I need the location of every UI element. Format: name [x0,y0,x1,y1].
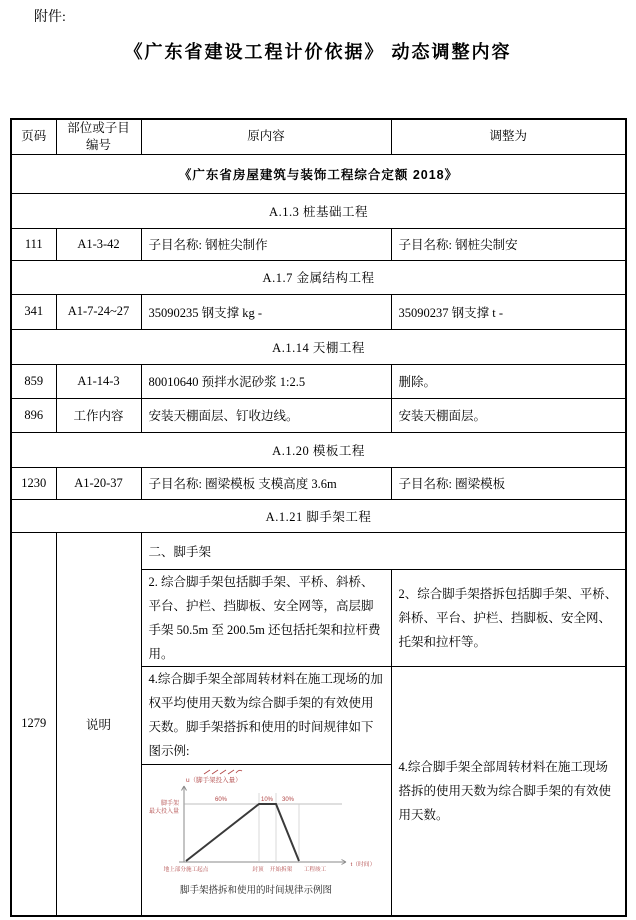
x-axis-title: t（时间） [350,861,375,868]
cell-original: 子目名称: 圈梁模板 支模高度 3.6m [141,467,391,499]
percent-label-10: 10% [260,796,273,803]
cell-page: 896 [11,398,56,432]
cell-page: 111 [11,228,56,260]
table-row [11,364,626,398]
cell-original: 安装天棚面层、钉收边线。 [141,398,391,432]
table-row [11,228,626,260]
section-row-a13 [11,193,626,228]
hatch-marks-icon [204,770,242,774]
y-max-label-line1: 脚手架 [160,800,179,807]
scaffold-time-diagram [149,765,392,911]
section-row-a121 [11,499,626,532]
cell-code: 工作内容 [56,398,141,432]
table-row [11,294,626,329]
section-a114: A.1.14 天棚工程 [11,329,626,364]
section-row-a114 [11,329,626,364]
header-code-line1: 部位或子目 [67,121,130,135]
milestone-label-finish: 工程竣工 [303,866,326,873]
section-a121: A.1.21 脚手架工程 [11,499,626,532]
section-row-a17 [11,260,626,294]
table-row [11,467,626,499]
cell-adjusted: 子目名称: 圈梁模板 [391,467,626,499]
milestone-label-dismantle: 开始拆架 [269,866,292,873]
book-title-row [11,154,626,193]
header-original: 原内容 [141,119,391,154]
diagram-caption: 脚手架搭拆和使用的时间规律示例图 [179,885,332,896]
y-max-label-line2: 最大投入量 [148,808,179,815]
milestone-label-top: 封顶 [251,866,264,873]
section-a13: A.1.3 桩基础工程 [11,193,626,228]
percent-label-60: 60% [214,796,227,803]
scaffold-row-subtitle [11,532,626,569]
cell-adjusted: 2、综合脚手架搭拆包括脚手架、平桥、斜桥、平台、护栏、挡脚板、安全网、托架和拉杆等。 [391,569,626,666]
cell-original: 35090235 钢支撑 kg - [141,294,391,329]
x-axis [179,859,346,864]
attachment-label: 附件: [34,10,66,25]
cell-adjusted: 4.综合脚手架全部周转材料在施工现场搭拆的使用天数为综合脚手架的有效使用天数。 [391,666,626,916]
cell-original: 子目名称: 钢桩尖制作 [141,228,391,260]
section-a17: A.1.7 金属结构工程 [11,260,626,294]
header-code [56,119,141,154]
table-row [11,398,626,432]
diagram-cell [141,764,391,916]
book-title: 《广东省房屋建筑与装饰工程综合定额 2018》 [11,154,626,193]
cell-page: 1230 [11,467,56,499]
cell-code: A1-7-24~27 [56,294,141,329]
cell-code: A1-14-3 [56,364,141,398]
percent-label-30: 30% [281,796,294,803]
section-a120: A.1.20 模板工程 [11,432,626,467]
header-page-no: 页码 [11,119,56,154]
cell-adjusted: 删除。 [391,364,626,398]
y-axis-title: u（脚手架投入量） [185,776,242,784]
y-axis [181,786,186,862]
cell-original: 2. 综合脚手架包括脚手架、平桥、斜桥、平台、护栏、挡脚板、安全网等，高层脚手架 50.5m 至 200.5m 还包括托架和拉杆费用。 [141,569,391,666]
cell-code: A1-3-42 [56,228,141,260]
cell-adjusted: 35090237 钢支撑 t - [391,294,626,329]
cell-page: 859 [11,364,56,398]
cell-original: 4.综合脚手架全部周转材料在施工现场的加权平均使用天数为综合脚手架的有效使用天数。脚手架搭拆和使用的时间规律如下图示例: [141,666,391,764]
header-adjusted: 调整为 [391,119,626,154]
page-title: 《广东省建设工程计价依据》 动态调整内容 [124,42,512,62]
cell-code: A1-20-37 [56,467,141,499]
section-row-a120 [11,432,626,467]
milestone-label-start: 地上部分施工起点 [163,866,208,873]
scaffold-subtitle: 二、脚手架 [141,532,626,569]
cell-page: 1279 [11,532,56,916]
cell-original: 80010640 预拌水泥砂浆 1:2.5 [141,364,391,398]
cell-page: 341 [11,294,56,329]
cell-code: 说明 [56,532,141,916]
table-header-row [11,119,626,154]
usage-curve [186,804,299,861]
cell-adjusted: 安装天棚面层。 [391,398,626,432]
header-code-line2: 编号 [85,137,111,152]
adjustment-table [10,118,627,917]
cell-adjusted: 子目名称: 钢桩尖制安 [391,228,626,260]
